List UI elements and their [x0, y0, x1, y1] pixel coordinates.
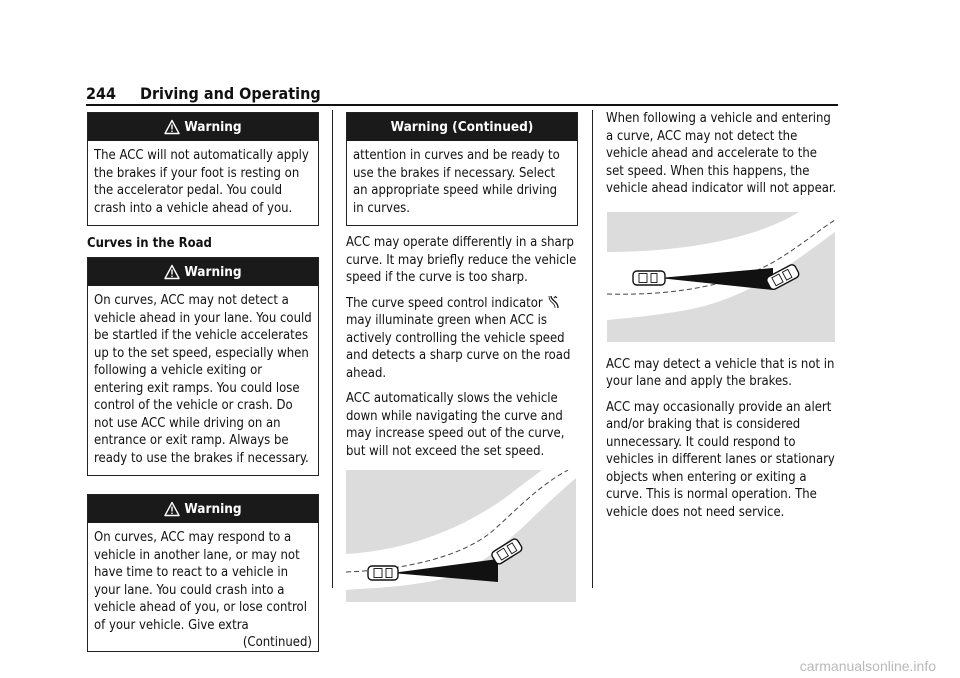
warning-text: The ACC will not automatically apply the brakes if your foot is resting on the accelerator pedal. You could crash into a vehicle ahead of you. — [94, 148, 309, 216]
warning-header — [88, 113, 318, 141]
warning-triangle-icon — [164, 264, 180, 280]
column-divider-right — [592, 110, 593, 588]
warning-text: attention in curves and be ready to use the brakes if necessary. Select an appropriate speed while driving in curves. — [353, 148, 560, 216]
paragraph-other-lane: ACC may detect a vehicle that is not in your lane and apply the brakes. — [606, 356, 835, 389]
warning-text: On curves, ACC may not detect a vehicle ahead in your lane. You could be startled if the vehicle accelerates up to the set speed, especially when following a vehicle exiting or entering exit ramps. You could lose control of the vehicle or crash. Do not use ACC while driving on an entrance or exit ramp. Always be ready to use the brakes if necessary. — [94, 293, 312, 466]
middle-column — [346, 112, 578, 602]
curve-detection-illustration-2 — [607, 212, 835, 342]
indicator-text-before: The curve speed control indicator — [346, 295, 543, 311]
warning-triangle-icon — [164, 119, 180, 135]
header-rule — [86, 104, 838, 106]
continued-label: (Continued) — [242, 635, 312, 650]
section-title: Driving and Operating — [140, 84, 321, 103]
column-divider-left — [332, 110, 333, 588]
curve-speed-indicator-icon — [548, 295, 561, 309]
warning-header — [347, 113, 577, 141]
warning-title: Warning (Continued) — [390, 119, 534, 135]
warning-title: Warning — [184, 119, 242, 135]
warning-text: On curves, ACC may respond to a vehicle in another lane, or may not have time to react to a vehicle in your lane. You could crash into a vehicle ahead of you, or lose control of your vehicle. Give extra — [94, 530, 307, 633]
warning-triangle-icon — [164, 501, 180, 517]
warning-box-acc-brakes — [87, 112, 319, 226]
warning-title: Warning — [184, 501, 242, 517]
paragraph-curve-indicator — [346, 295, 578, 383]
warning-header — [88, 258, 318, 286]
car-icon — [368, 566, 398, 580]
curve-detection-illustration-1 — [346, 470, 576, 602]
warning-box-curves-detect — [87, 257, 319, 476]
warning-box-continued — [346, 112, 578, 226]
warning-title: Warning — [184, 264, 242, 280]
indicator-text-after: may illuminate green when ACC is actively controlling the vehicle speed and detects a sharp curve on the road ahead. — [346, 313, 571, 381]
paragraph-unnecessary-alert: ACC may occasionally provide an alert and/or braking that is considered unnecessary. It could respond to vehicles in different lanes or stationary objects when entering or exiting a curve. This is normal operation. The vehicle does not need service. — [606, 399, 835, 520]
paragraph-auto-slow: ACC automatically slows the vehicle down while navigating the curve and may increase speed out of the curve, but will not exceed the set speed. — [346, 391, 565, 459]
left-column — [87, 112, 319, 652]
watermark: carmanualsonline.info — [799, 658, 936, 674]
paragraph-following-vehicle: When following a vehicle and entering a curve, ACC may not detect the vehicle ahead and accelerate to the set speed. When this happens, the vehicle ahead indicator will not appear. — [606, 111, 837, 196]
warning-box-curves-respond — [87, 494, 319, 652]
warning-header — [88, 495, 318, 523]
car-icon — [633, 271, 665, 285]
paragraph-sharp-curve: ACC may operate differently in a sharp curve. It may briefly reduce the vehicle speed if the curve is too sharp. — [346, 235, 577, 285]
page-number: 244 — [86, 84, 117, 103]
page-header — [86, 84, 838, 104]
subheading-curves: Curves in the Road — [87, 236, 212, 251]
right-column — [606, 112, 838, 529]
